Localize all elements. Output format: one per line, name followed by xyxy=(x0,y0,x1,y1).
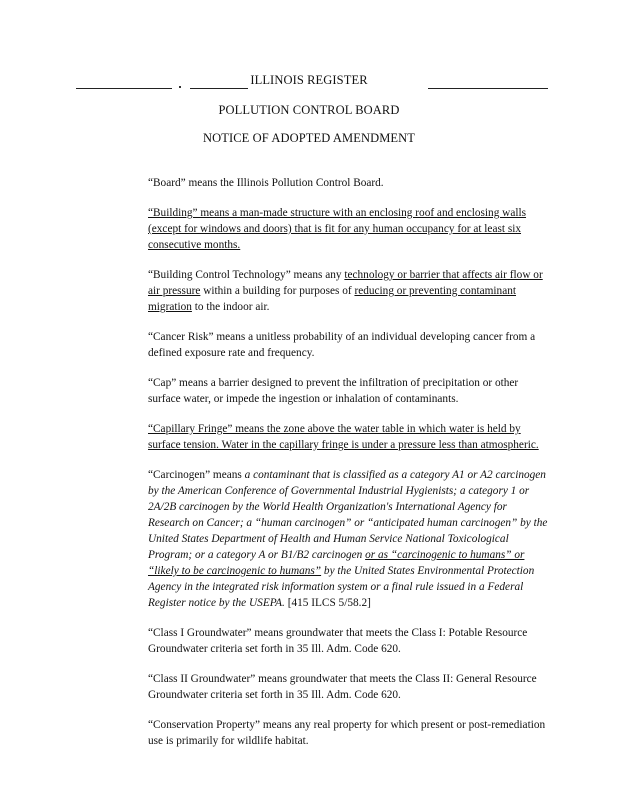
definition-conservation-property: “Conservation Property” means any real property for which present or post-remediation use is primarily for wildlife habitat. xyxy=(148,719,546,747)
carcinogen-citation: [415 ILCS 5/58.2] xyxy=(284,597,371,609)
building-control-text-u2: reducing or preventing contaminant migration xyxy=(148,285,517,313)
building-control-text-b: within a building for purposes of xyxy=(200,285,355,297)
definition-board: “Board” means the Illinois Pollution Control Board. xyxy=(148,177,384,189)
definition-capillary-fringe: “Capillary Fringe” means the zone above the water table in which water is held by surface tension. Water in the capillary fringe is under a pressure less than atmospheric. xyxy=(148,423,539,451)
definition-class-ii-groundwater: “Class II Groundwater” means groundwater that meets the Class II: General Resource Groundwater criteria set forth in 35 Ill. Adm. Code 620. xyxy=(148,673,537,701)
header-rule-right xyxy=(428,88,548,89)
definition-building: “Building” means a man-made structure with an enclosing roof and enclosing walls (except for windows and doors) that is fit for any human occupancy for at least six consecutive months. xyxy=(148,207,527,251)
header-rule-middle xyxy=(190,88,248,89)
definition-cap: “Cap” means a barrier designed to prevent the infiltration of precipitation or other surface water, or impede the ingestion or inhalation of contaminants. xyxy=(148,377,519,405)
building-control-text-a: “Building Control Technology” means any xyxy=(148,269,345,281)
register-title: ILLINOIS REGISTER xyxy=(250,73,368,87)
definition-cancer-risk: “Cancer Risk” means a unitless probability of an individual developing cancer from a defined exposure rate and frequency. xyxy=(148,331,536,359)
building-control-text-c: to the indoor air. xyxy=(191,301,270,313)
carcinogen-text-a: “Carcinogen” means xyxy=(148,469,245,481)
definition-class-i-groundwater: “Class I Groundwater” means groundwater that meets the Class I: Potable Resource Groundwater criteria set forth in 35 Ill. Adm. Code 620. xyxy=(148,627,528,655)
carcinogen-text-u: or as “carcinogenic to humans” or “likely to be carcinogenic to humans” xyxy=(148,549,525,577)
carcinogen-text-i2: by the United States Environmental Protection Agency in the integrated risk information system or a final rule issued in a Federal Register notice by the USEPA. xyxy=(148,565,535,609)
notice-title: NOTICE OF ADOPTED AMENDMENT xyxy=(202,131,416,145)
definitions-body xyxy=(148,175,548,763)
board-title: POLLUTION CONTROL BOARD xyxy=(218,103,400,117)
carcinogen-text-i1: a contaminant that is classified as a category A1 or A2 carcinogen by the American Conference of Governmental Industrial Hygienists; a category 1 or 2A/2B carcinogen by the World Health Organization's International Agency for Research on Cancer; a “human carcinogen” or “anticipated human carcinogen” by the United States Department of Health and Human Service National Toxicological Program; or a category A or B1/B2 carcinogen xyxy=(148,469,548,561)
header-rule-left xyxy=(76,88,172,89)
definition-building-control-technology xyxy=(148,267,548,315)
definition-carcinogen xyxy=(148,467,548,611)
building-control-text-u1: technology or barrier that affects air flow or air pressure xyxy=(148,269,543,297)
